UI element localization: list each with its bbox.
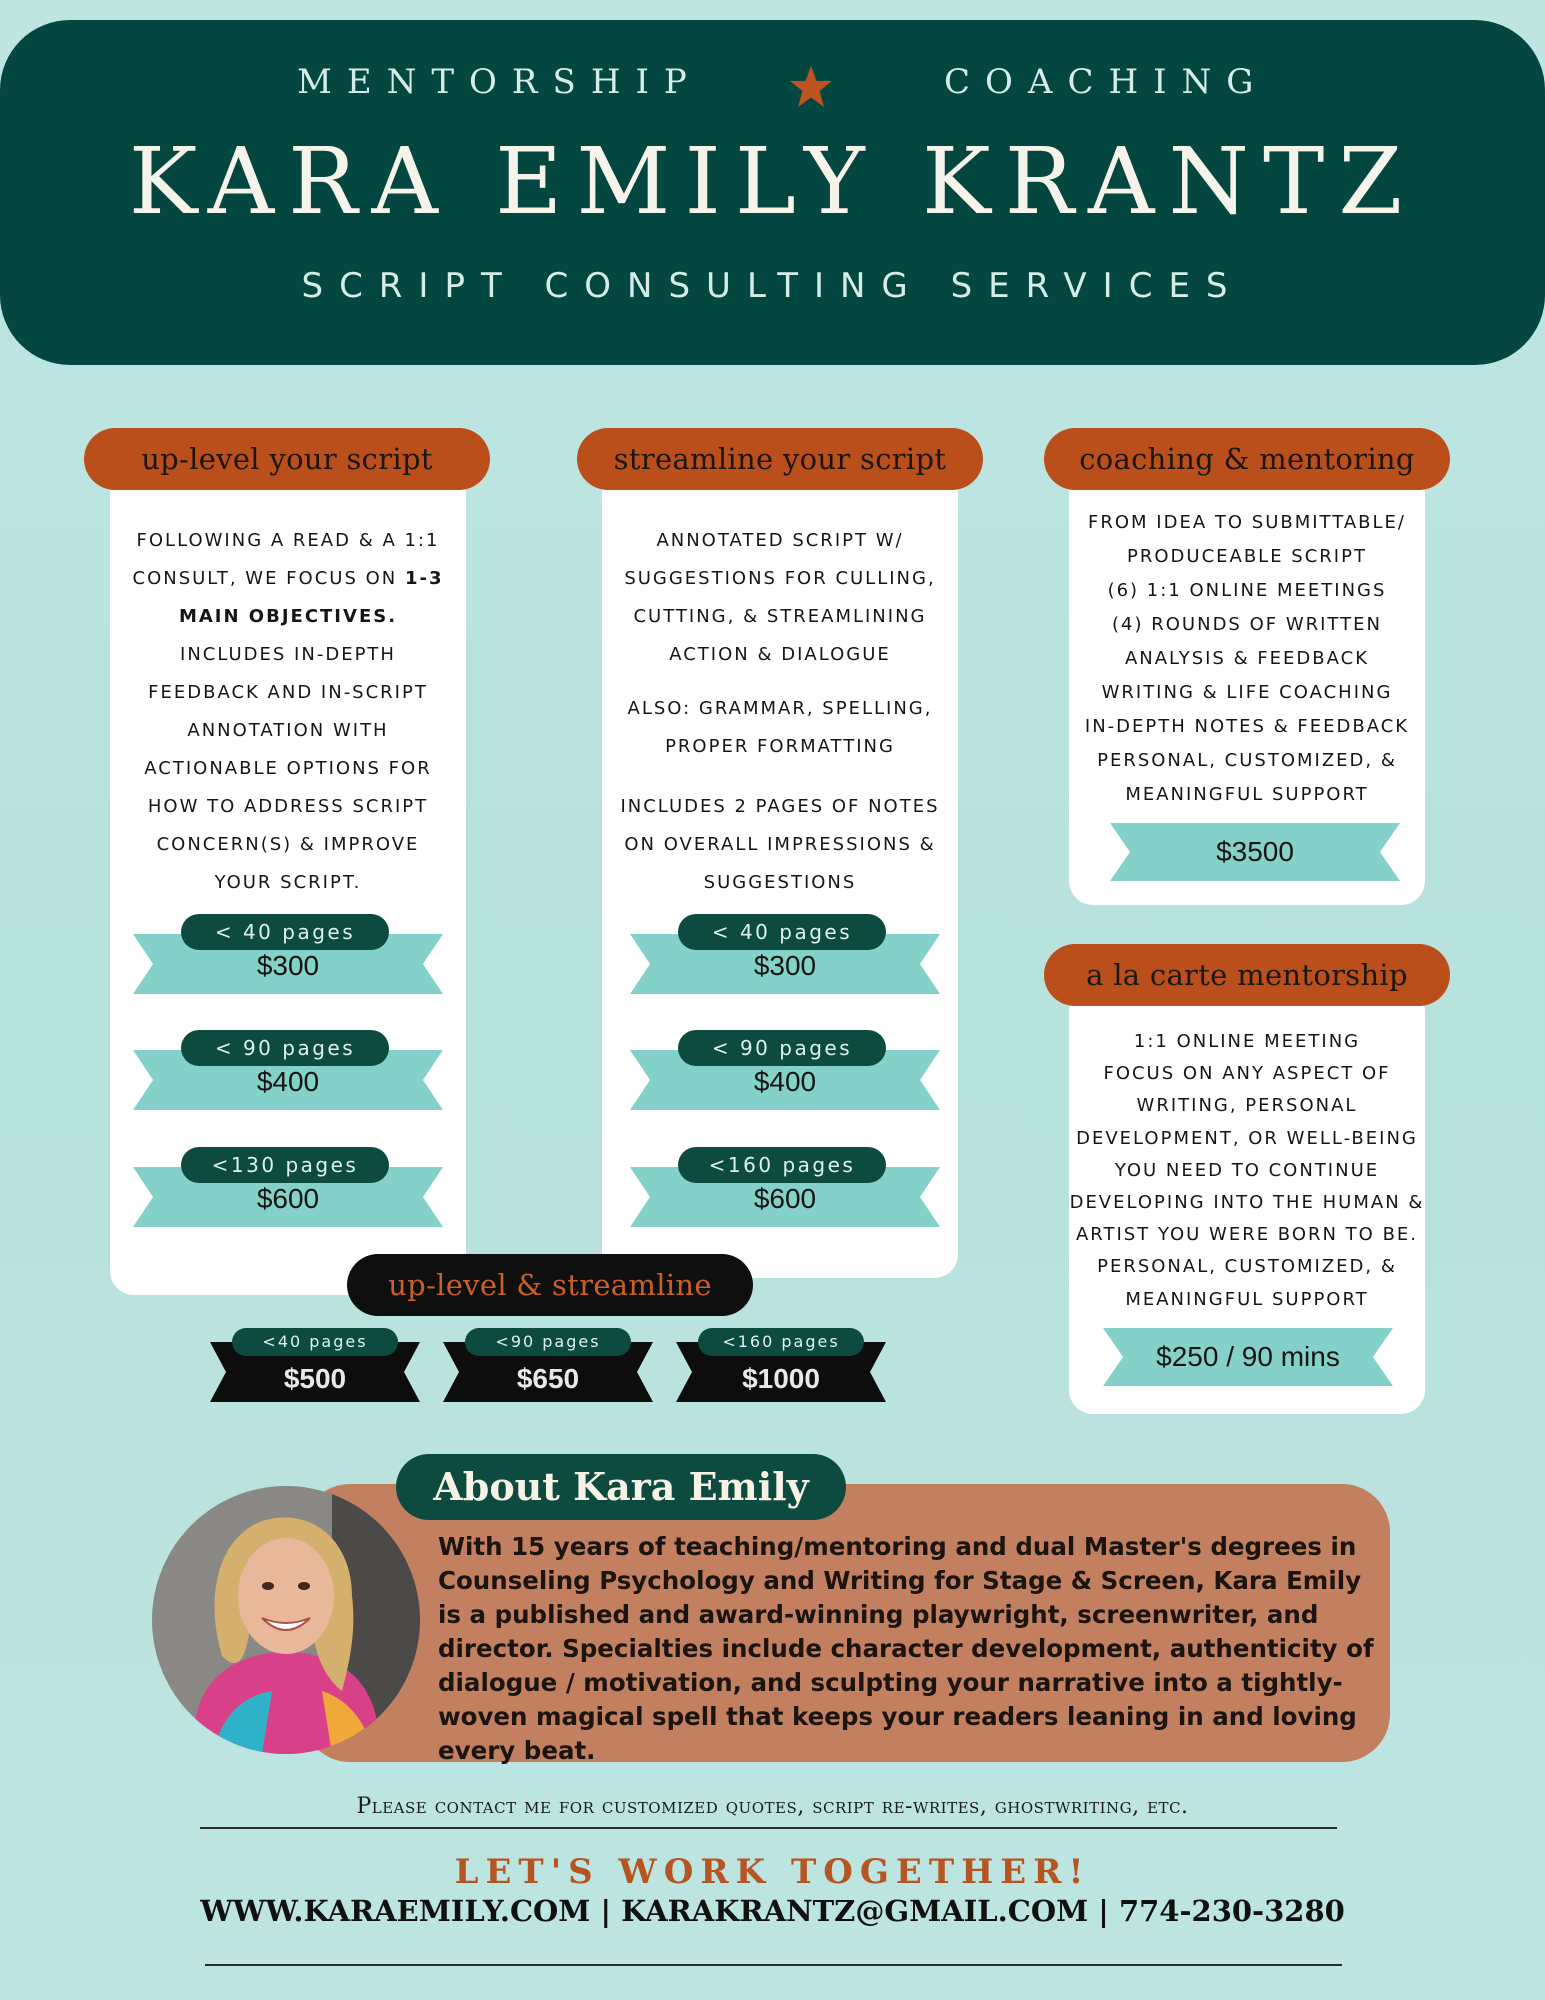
coaching-price-ribbon xyxy=(1110,823,1400,881)
combo-price-ribbon-1 xyxy=(210,1328,420,1402)
price: $600 xyxy=(753,1183,817,1214)
page-title: KARA EMILY KRANTZ xyxy=(128,128,1417,235)
page-range-badge: < 40 pages xyxy=(678,914,886,950)
coaching-title: coaching & mentoring xyxy=(1044,428,1450,490)
page-range-badge: < 40 pages xyxy=(181,914,389,950)
portrait-photo xyxy=(152,1486,420,1754)
price: $650 xyxy=(516,1363,580,1394)
star-icon xyxy=(788,64,834,110)
price: $400 xyxy=(753,1066,817,1097)
divider xyxy=(200,1827,1337,1829)
uplevel-price-ribbon-2 xyxy=(133,1030,443,1110)
page-subtitle: SCRIPT CONSULTING SERVICES xyxy=(301,266,1244,306)
price: $600 xyxy=(256,1183,320,1214)
page-range-badge: <160 pages xyxy=(698,1328,864,1356)
alacarte-title: a la carte mentorship xyxy=(1044,944,1450,1006)
page-range-badge: <40 pages xyxy=(232,1328,398,1356)
price: $500 xyxy=(283,1363,347,1394)
page-range-badge: <90 pages xyxy=(465,1328,631,1356)
uplevel-title: up-level your script xyxy=(84,428,490,490)
price: $250 / 90 mins xyxy=(1156,1341,1340,1372)
price: $1000 xyxy=(742,1363,820,1394)
alacarte-price-ribbon xyxy=(1103,1328,1393,1386)
coaching-description: FROM IDEA TO SUBMITTABLE/ PRODUCEABLE SCRIPT (6) 1:1 ONLINE MEETINGS (4) ROUNDS OF WRITTEN ANALYSIS & FEEDBACK WRITING & LIFE COACHING IN-DEPTH NOTES & FEEDBACK PERSONAL, CUSTOMIZED, & MEANINGFUL SUPPORT xyxy=(1084,512,1410,805)
combo-price-ribbon-3 xyxy=(676,1328,886,1402)
uplevel-price-ribbon-1 xyxy=(133,914,443,994)
page-range-badge: <130 pages xyxy=(181,1147,389,1183)
page-range-badge: < 90 pages xyxy=(181,1030,389,1066)
uplevel-price-ribbon-3 xyxy=(133,1147,443,1227)
price: $300 xyxy=(256,950,320,981)
avatar xyxy=(152,1486,420,1754)
price: $400 xyxy=(256,1066,320,1097)
contact-info[interactable]: WWW.KARAEMILY.COM | KARAKRANTZ@GMAIL.COM | 774-230-3280 xyxy=(200,1894,1345,1928)
streamline-price-ribbon-1 xyxy=(630,914,940,994)
about-text: With 15 years of teaching/mentoring and dual Master's degrees in Counseling Psychology and Writing for Stage & Screen, Kara Emily is a published and award-winning playwright, screenwriter, and director. Specialties include character development, authenticity of dialogue / motivation, and sculpting your narrative into a tightly-woven magical spell that keeps your readers leaning in and loving every beat. xyxy=(438,1532,1374,1765)
combo-title: up-level & streamline xyxy=(347,1254,753,1316)
divider xyxy=(205,1964,1342,1966)
header-tagline-left: MENTORSHIP xyxy=(297,62,702,102)
call-to-action: LET'S WORK TOGETHER! xyxy=(454,1852,1091,1892)
about-title: About Kara Emily xyxy=(396,1454,846,1520)
streamline-title: streamline your script xyxy=(577,428,983,490)
contact-note: Please contact me for customized quotes, script re-writes, ghostwriting, etc. xyxy=(356,1794,1189,1819)
price: $300 xyxy=(753,950,817,981)
uplevel-description: FOLLOWING A READ & A 1:1 CONSULT, WE FOCUS ON 1-3 MAIN OBJECTIVES. INCLUDES IN-DEPTH FEEDBACK AND IN-SCRIPT ANNOTATION WITH ACTIONABLE OPTIONS FOR HOW TO ADDRESS SCRIPT CONCERN(S) & IMPROVE YOUR SCRIPT. xyxy=(132,530,444,893)
price: $3500 xyxy=(1216,836,1294,867)
page-range-badge: < 90 pages xyxy=(678,1030,886,1066)
streamline-price-ribbon-2 xyxy=(630,1030,940,1110)
page-range-badge: <160 pages xyxy=(678,1147,886,1183)
combo-price-ribbon-2 xyxy=(443,1328,653,1402)
streamline-description: ANNOTATED SCRIPT W/ SUGGESTIONS FOR CULLING, CUTTING, & STREAMLINING ACTION & DIALOGUE ALSO: GRAMMAR, SPELLING, PROPER FORMATTING INCLUDES 2 PAGES OF NOTES ON OVERALL IMPRESSIONS & SUGGESTIONS xyxy=(620,530,940,893)
alacarte-description: 1:1 ONLINE MEETING FOCUS ON ANY ASPECT OF WRITING, PERSONAL DEVELOPMENT, OR WELL-BEING YOU NEED TO CONTINUE DEVELOPING INTO THE HUMAN & ARTIST YOU WERE BORN TO BE. PERSONAL, CUSTOMIZED, & MEANINGFUL SUPPORT xyxy=(1069,1031,1425,1310)
streamline-price-ribbon-3 xyxy=(630,1147,940,1227)
header-tagline-right: COACHING xyxy=(944,62,1269,102)
